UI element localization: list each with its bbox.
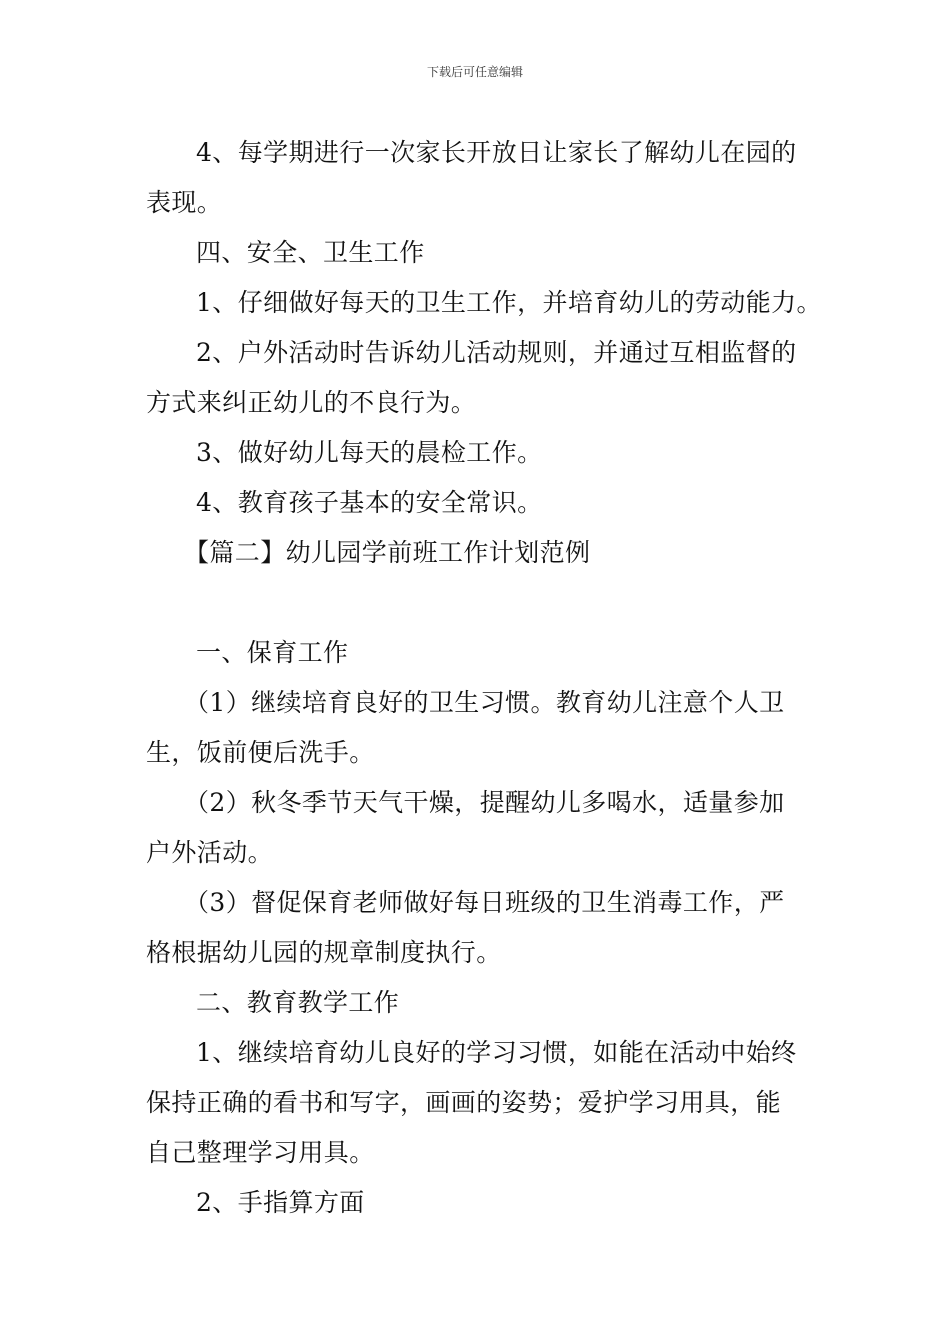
blank-line (146, 578, 808, 628)
section-heading: 二、教育教学工作 (196, 988, 400, 1017)
paragraph-line: （1）继续培育良好的卫生习惯。教育幼儿注意个人卫 (184, 688, 785, 717)
paragraph-line: 3、做好幼儿每天的晨检工作。 (196, 438, 543, 467)
document-body (146, 128, 822, 1228)
paragraph-line: 4、每学期进行一次家长开放日让家长了解幼儿在园的 (196, 138, 797, 167)
paragraph-line: 生，饭前便后洗手。 (146, 738, 375, 767)
page-header-note: 下载后可任意编辑 (426, 65, 523, 79)
paragraph-line: 4、教育孩子基本的安全常识。 (196, 488, 543, 517)
paragraph-line: 2、户外活动时告诉幼儿活动规则，并通过互相监督的 (196, 338, 797, 367)
paragraph-line: 户外活动。 (146, 838, 274, 867)
paragraph-line: 2、手指算方面 (196, 1188, 365, 1217)
section-heading: 一、保育工作 (196, 638, 349, 667)
section-heading: 四、安全、卫生工作 (196, 238, 425, 267)
paragraph-line: 格根据幼儿园的规章制度执行。 (146, 938, 502, 967)
paragraph-line: 1、仔细做好每天的卫生工作，并培育幼儿的劳动能力。 (196, 288, 822, 317)
paragraph-line: （2）秋冬季节天气干燥，提醒幼儿多喝水，适量参加 (184, 788, 785, 817)
paragraph-line: 1、继续培育幼儿良好的学习习惯，如能在活动中始终 (196, 1038, 797, 1067)
paragraph-line: （3）督促保育老师做好每日班级的卫生消毒工作，严 (184, 888, 785, 917)
paragraph-line: 自己整理学习用具。 (146, 1138, 375, 1167)
paragraph-line: 表现。 (146, 188, 223, 217)
article-title: 【篇二】幼儿园学前班工作计划范例 (184, 538, 591, 567)
paragraph-line: 保持正确的看书和写字，画画的姿势；爱护学习用具，能 (146, 1088, 782, 1117)
paragraph-line: 方式来纠正幼儿的不良行为。 (146, 388, 477, 417)
